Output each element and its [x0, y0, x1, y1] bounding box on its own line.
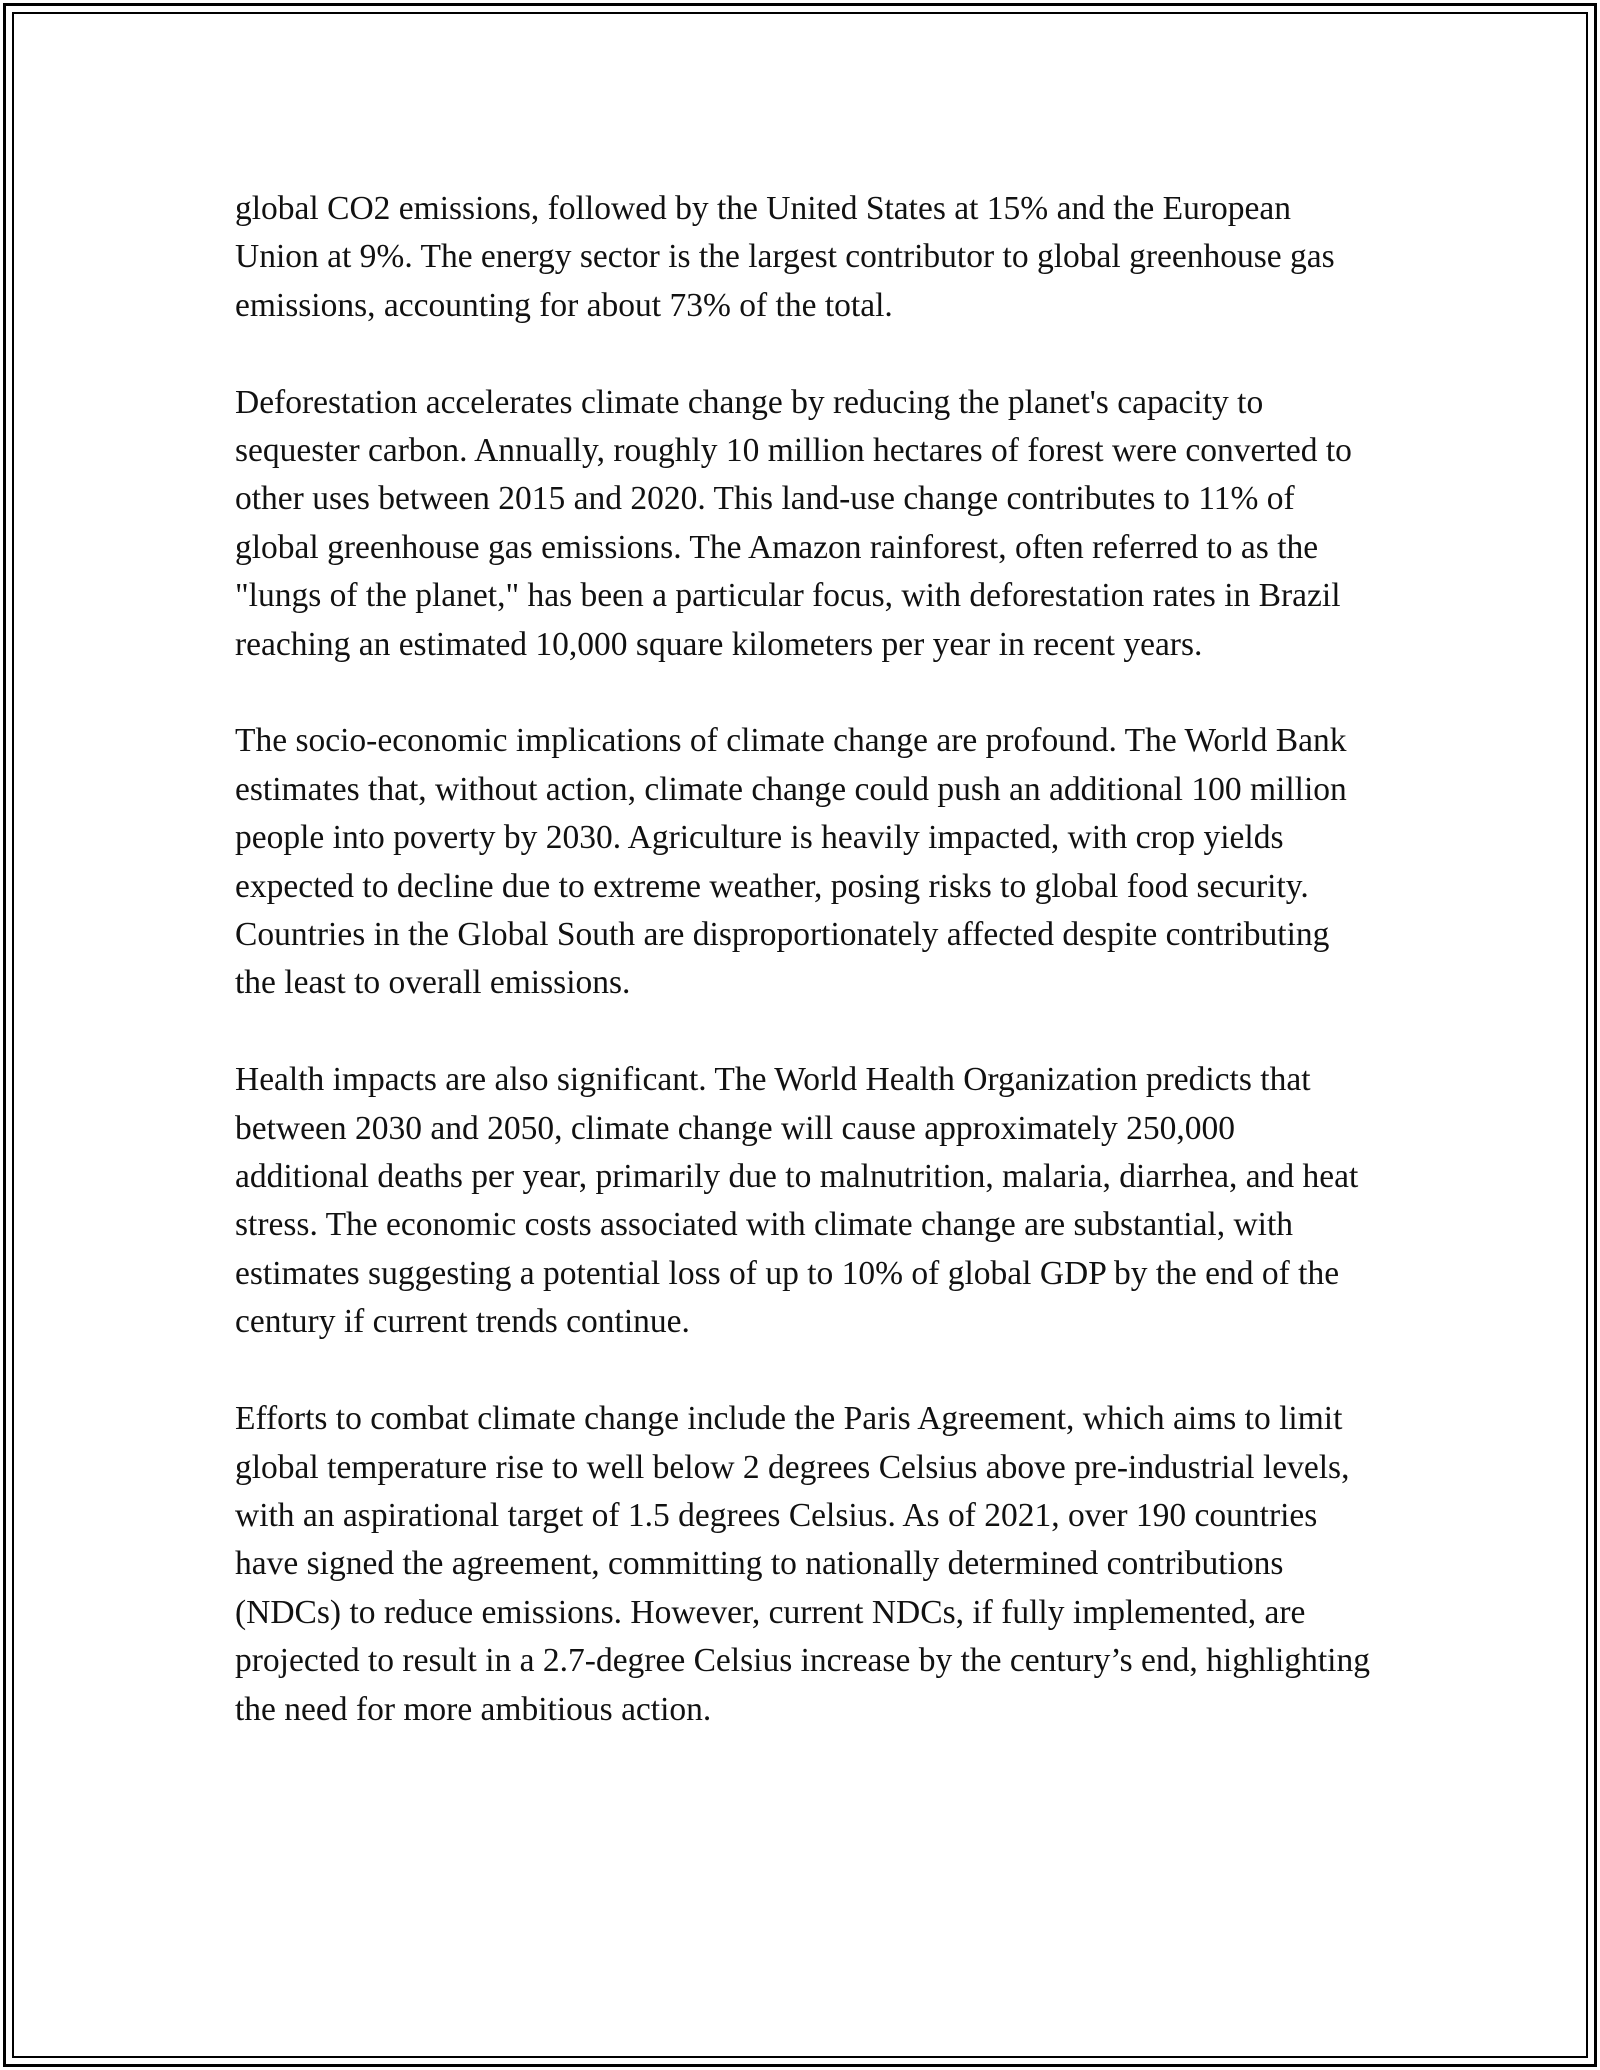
paragraph-paris-agreement: Efforts to combat climate change include the Paris Agreement, which aims to limit global temperature rise to well below 2 degrees Celsius above pre-industrial levels, with an aspirational target of 1.5 degrees Celsius. As of 2021, over 190 countries have signed the agreement, committing to nationally determined contributions (NDCs) to reduce emissions. However, current NDCs, if fully implemented, are projected to result in a 2.7-degree Celsius increase by the century’s end, highlighting the need for more ambitious action.	[235, 1400, 1370, 1728]
paragraph-emissions: global CO2 emissions, followed by the United States at 15% and the European Union at 9%. The energy sector is the largest contributor to global greenhouse gas emissions, accounting for about 73% of the total.	[235, 190, 1335, 324]
paragraph-deforestation: Deforestation accelerates climate change by reducing the planet's capacity to sequester carbon. Annually, roughly 10 million hectares of forest were converted to other uses between 2015 and 2020. This land-use change contributes to 11% of global greenhouse gas emissions. The Amazon rainforest, often referred to as the "lungs of the planet," has been a particular focus, with deforestation rates in Brazil reaching an estimated 10,000 square kilometers per year in recent years.	[235, 383, 1352, 663]
document-body	[235, 185, 1375, 1782]
paragraph-health: Health impacts are also significant. The World Health Organization predicts that between 2030 and 2050, climate change will cause approximately 250,000 additional deaths per year, primarily due to malnutrition, malaria, diarrhea, and heat stress. The economic costs associated with climate change are substantial, with estimates suggesting a potential loss of up to 10% of global GDP by the end of the century if current trends continue.	[235, 1061, 1359, 1341]
paragraph-socio-economic: The socio-economic implications of climate change are profound. The World Bank estimates that, without action, climate change could push an additional 100 million people into poverty by 2030. Agriculture is heavily impacted, with crop yields expected to decline due to extreme weather, posing risks to global food security. Countries in the Global South are disproportionately affected despite contributing the least to overall emissions.	[235, 722, 1347, 1002]
